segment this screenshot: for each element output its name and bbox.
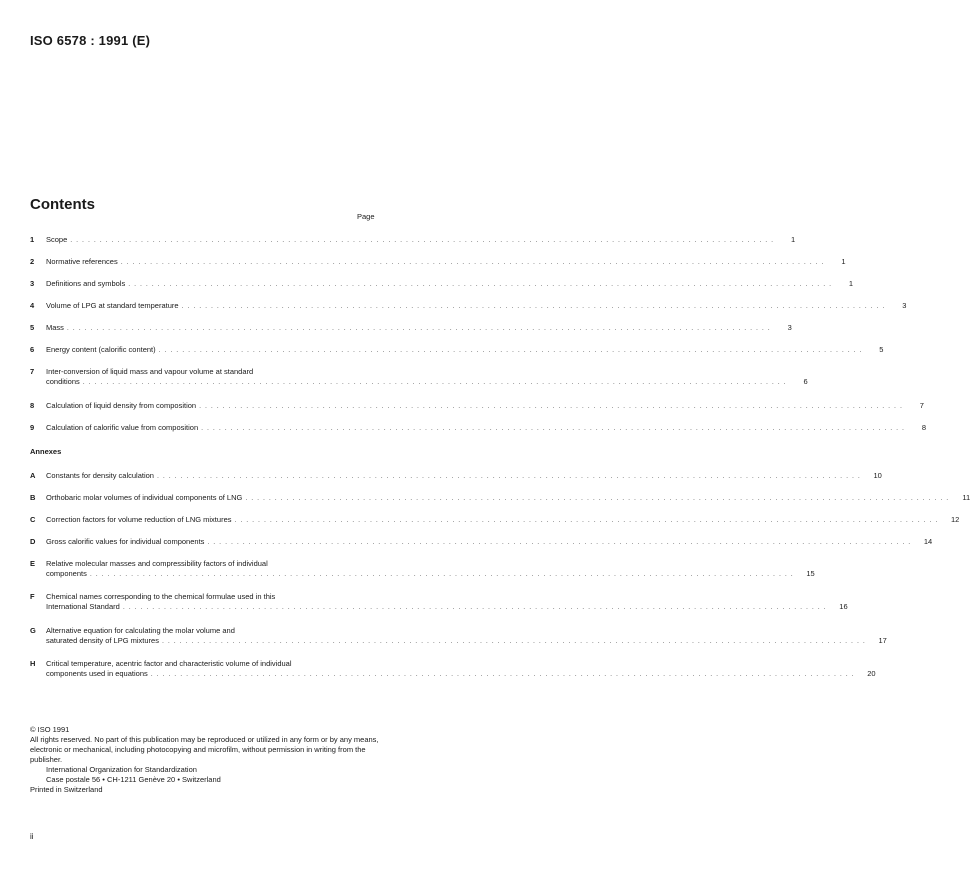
section-number: 9 xyxy=(30,423,35,432)
annex-title-line: Critical temperature, acentric factor and characteristic volume of individual xyxy=(46,659,292,668)
annex-title-line: Gross calorific values for individual components xyxy=(46,537,205,546)
section-number: 7 xyxy=(30,367,35,376)
section-entry xyxy=(30,401,924,411)
annex-number: G xyxy=(30,626,36,635)
section-number: 4 xyxy=(30,301,35,310)
section-page-number: 3 xyxy=(787,323,792,332)
section-page-number: 5 xyxy=(879,345,884,354)
dot-leader: . . . . . . . . . . . . . . . . . . . . . . . . . . . . . . . . . . . . . . . . . . . . . . . . . . . . . . . . . . . . . . . . . . . . . . . . . . . . . . . . . . . . . . . . . . . . . . . . . . . . . . . . . . . . . . . . . . . . . . . . xyxy=(89,571,794,578)
dot-leader: . . . . . . . . . . . . . . . . . . . . . . . . . . . . . . . . . . . . . . . . . . . . . . . . . . . . . . . . . . . . . . . . . . . . . . . . . . . . . . . . . . . . . . . . . . . . . . . . . . . . . . . . . . . . . . . . . . . . . . . . xyxy=(199,403,903,410)
annex-entry xyxy=(30,493,970,503)
section-title-line: Scope xyxy=(46,235,68,244)
dot-leader: . . . . . . . . . . . . . . . . . . . . . . . . . . . . . . . . . . . . . . . . . . . . . . . . . . . . . . . . . . . . . . . . . . . . . . . . . . . . . . . . . . . . . . . . . . . . . . . . . . . . . . . . . . . . . . . . . . . . . . . . xyxy=(245,495,950,502)
section-entry xyxy=(30,279,854,289)
annex-entry xyxy=(30,659,876,679)
organization-name: International Organization for Standardization xyxy=(46,765,197,774)
page-number: ii xyxy=(30,832,34,841)
dot-leader: . . . . . . . . . . . . . . . . . . . . . . . . . . . . . . . . . . . . . . . . . . . . . . . . . . . . . . . . . . . . . . . . . . . . . . . . . . . . . . . . . . . . . . . . . . . . . . . . . . . . . . . . . . . . . . . . . . . . . . . . xyxy=(128,281,833,288)
annex-number: E xyxy=(30,559,36,568)
annex-entry xyxy=(30,515,960,525)
section-page-number: 6 xyxy=(803,377,808,386)
annex-number: H xyxy=(30,659,36,668)
section-title-line: Calculation of liquid density from composition xyxy=(46,401,197,410)
dot-leader: . . . . . . . . . . . . . . . . . . . . . . . . . . . . . . . . . . . . . . . . . . . . . . . . . . . . . . . . . . . . . . . . . . . . . . . . . . . . . . . . . . . . . . . . . . . . . . . . . . . . . . . . . . . . . . . . . . . . . . . . xyxy=(70,237,775,244)
annex-page-number: 16 xyxy=(839,602,848,611)
section-title-line: conditions xyxy=(46,377,80,386)
section-entry xyxy=(30,367,808,387)
annex-number: C xyxy=(30,515,36,524)
dot-leader: . . . . . . . . . . . . . . . . . . . . . . . . . . . . . . . . . . . . . . . . . . . . . . . . . . . . . . . . . . . . . . . . . . . . . . . . . . . . . . . . . . . . . . . . . . . . . . . . . . . . . . . . . . . . . . . . . . . . . . . . xyxy=(66,325,771,332)
section-title-line: Definitions and symbols xyxy=(46,279,126,288)
section-number: 6 xyxy=(30,345,35,354)
section-page-number: 1 xyxy=(790,235,796,244)
dot-leader: . . . . . . . . . . . . . . . . . . . . . . . . . . . . . . . . . . . . . . . . . . . . . . . . . . . . . . . . . . . . . . . . . . . . . . . . . . . . . . . . . . . . . . . . . . . . . . . . . . . . . . . . . . . . . . . . . . . . . . . . xyxy=(120,259,825,266)
annex-title-line: components used in equations xyxy=(46,669,148,678)
copyright-block xyxy=(30,725,380,795)
section-title-line: Energy content (calorific content) xyxy=(46,345,156,354)
dot-leader: . . . . . . . . . . . . . . . . . . . . . . . . . . . . . . . . . . . . . . . . . . . . . . . . . . . . . . . . . . . . . . . . . . . . . . . . . . . . . . . . . . . . . . . . . . . . . . . . . . . . . . . . . . . . . . . . . . . . . . . . xyxy=(201,425,905,432)
annex-title-line: International Standard xyxy=(46,602,120,611)
annex-number: D xyxy=(30,537,36,546)
document-id: ISO 6578 : 1991 (E) xyxy=(30,33,151,48)
section-title-line: Volume of LPG at standard temperature xyxy=(46,301,179,310)
dot-leader: . . . . . . . . . . . . . . . . . . . . . . . . . . . . . . . . . . . . . . . . . . . . . . . . . . . . . . . . . . . . . . . . . . . . . . . . . . . . . . . . . . . . . . . . . . . . . . . . . . . . . . . . . . . . . . . . . . . . . . . . xyxy=(158,347,863,354)
section-page-number: 8 xyxy=(921,423,926,432)
annex-title-line: Chemical names corresponding to the chemical formulae used in this xyxy=(46,592,276,601)
section-entry xyxy=(30,345,884,355)
dot-leader: . . . . . . . . . . . . . . . . . . . . . . . . . . . . . . . . . . . . . . . . . . . . . . . . . . . . . . . . . . . . . . . . . . . . . . . . . . . . . . . . . . . . . . . . . . . . . . . . . . . . . . . . . . . . . . . . . . . . . . . . xyxy=(82,379,787,386)
section-page-number: 1 xyxy=(848,279,854,288)
annex-title-line: Correction factors for volume reduction of LNG mixtures xyxy=(46,515,232,524)
annex-title-line: Orthobaric molar volumes of individual components of LNG xyxy=(46,493,243,502)
section-number: 3 xyxy=(30,279,35,288)
section-number: 2 xyxy=(30,257,35,266)
dot-leader: . . . . . . . . . . . . . . . . . . . . . . . . . . . . . . . . . . . . . . . . . . . . . . . . . . . . . . . . . . . . . . . . . . . . . . . . . . . . . . . . . . . . . . . . . . . . . . . . . . . . . . . . . . . . . . . . . . . . . . . . xyxy=(156,473,861,480)
annex-number: A xyxy=(30,471,36,480)
annex-entry xyxy=(30,592,848,612)
section-title-line: Calculation of calorific value from composition xyxy=(46,423,199,432)
dot-leader: . . . . . . . . . . . . . . . . . . . . . . . . . . . . . . . . . . . . . . . . . . . . . . . . . . . . . . . . . . . . . . . . . . . . . . . . . . . . . . . . . . . . . . . . . . . . . . . . . . . . . . . . . . . . . . . . . . . . . . . . xyxy=(207,539,912,546)
page-column-label: Page xyxy=(357,212,375,221)
section-title-line: Inter-conversion of liquid mass and vapour volume at standard xyxy=(46,367,254,376)
annex-entry xyxy=(30,537,933,547)
section-page-number: 1 xyxy=(841,257,846,266)
dot-leader: . . . . . . . . . . . . . . . . . . . . . . . . . . . . . . . . . . . . . . . . . . . . . . . . . . . . . . . . . . . . . . . . . . . . . . . . . . . . . . . . . . . . . . . . . . . . . . . . . . . . . . . . . . . . . . . . . . . . . . . . xyxy=(150,671,855,678)
annex-title-line: Constants for density calculation xyxy=(46,471,154,480)
dot-leader: . . . . . . . . . . . . . . . . . . . . . . . . . . . . . . . . . . . . . . . . . . . . . . . . . . . . . . . . . . . . . . . . . . . . . . . . . . . . . . . . . . . . . . . . . . . . . . . . . . . . . . . . . . . . . . . . . . . . . . . . xyxy=(181,303,886,310)
annex-entry xyxy=(30,559,815,579)
section-entry xyxy=(30,257,846,267)
annex-title-line: saturated density of LPG mixtures xyxy=(46,636,159,645)
copyright-symbol-line: © ISO 1991 xyxy=(30,725,70,734)
organization-address: Case postale 56 • CH-1211 Genève 20 • Switzerland xyxy=(46,775,221,784)
page-title: Contents xyxy=(30,196,95,213)
annex-entry xyxy=(30,626,887,646)
section-entry xyxy=(30,301,907,311)
annexes-heading: Annexes xyxy=(30,447,62,456)
dot-leader: . . . . . . . . . . . . . . . . . . . . . . . . . . . . . . . . . . . . . . . . . . . . . . . . . . . . . . . . . . . . . . . . . . . . . . . . . . . . . . . . . . . . . . . . . . . . . . . . . . . . . . . . . . . . . . . . . . . . . . . . xyxy=(122,604,827,611)
annex-number: F xyxy=(30,592,35,601)
annex-page-number: 14 xyxy=(923,537,933,546)
section-page-number: 7 xyxy=(919,401,924,410)
copyright-notice: All rights reserved. No part of this publication may be reproduced or utilized in any form or by any means, electronic or mechanical, including photocopying and microfilm, without permission in writing from the publisher. xyxy=(30,735,379,764)
annex-page-number: 12 xyxy=(950,515,960,524)
section-entry xyxy=(30,423,926,433)
section-number: 1 xyxy=(30,235,35,244)
annex-title-line: components xyxy=(46,569,87,578)
section-page-number: 3 xyxy=(902,301,907,310)
annex-page-number: 11 xyxy=(962,493,970,502)
dot-leader: . . . . . . . . . . . . . . . . . . . . . . . . . . . . . . . . . . . . . . . . . . . . . . . . . . . . . . . . . . . . . . . . . . . . . . . . . . . . . . . . . . . . . . . . . . . . . . . . . . . . . . . . . . . . . . . . . . . . . . . . xyxy=(234,517,939,524)
annex-title-line: Relative molecular masses and compressibility factors of individual xyxy=(46,559,268,568)
annex-page-number: 10 xyxy=(873,471,882,480)
section-title-line: Mass xyxy=(46,323,64,332)
annex-number: B xyxy=(30,493,36,502)
section-number: 8 xyxy=(30,401,35,410)
section-number: 5 xyxy=(30,323,35,332)
section-entry xyxy=(30,235,796,245)
annex-page-number: 17 xyxy=(878,636,887,645)
section-entry xyxy=(30,323,792,333)
dot-leader: . . . . . . . . . . . . . . . . . . . . . . . . . . . . . . . . . . . . . . . . . . . . . . . . . . . . . . . . . . . . . . . . . . . . . . . . . . . . . . . . . . . . . . . . . . . . . . . . . . . . . . . . . . . . . . . . . . . . . . . . xyxy=(161,638,866,645)
section-title-line: Normative references xyxy=(46,257,118,266)
printed-in: Printed in Switzerland xyxy=(30,785,103,794)
annex-entry xyxy=(30,471,882,481)
annex-page-number: 15 xyxy=(806,569,815,578)
annex-title-line: Alternative equation for calculating the molar volume and xyxy=(46,626,235,635)
annex-page-number: 20 xyxy=(867,669,876,678)
